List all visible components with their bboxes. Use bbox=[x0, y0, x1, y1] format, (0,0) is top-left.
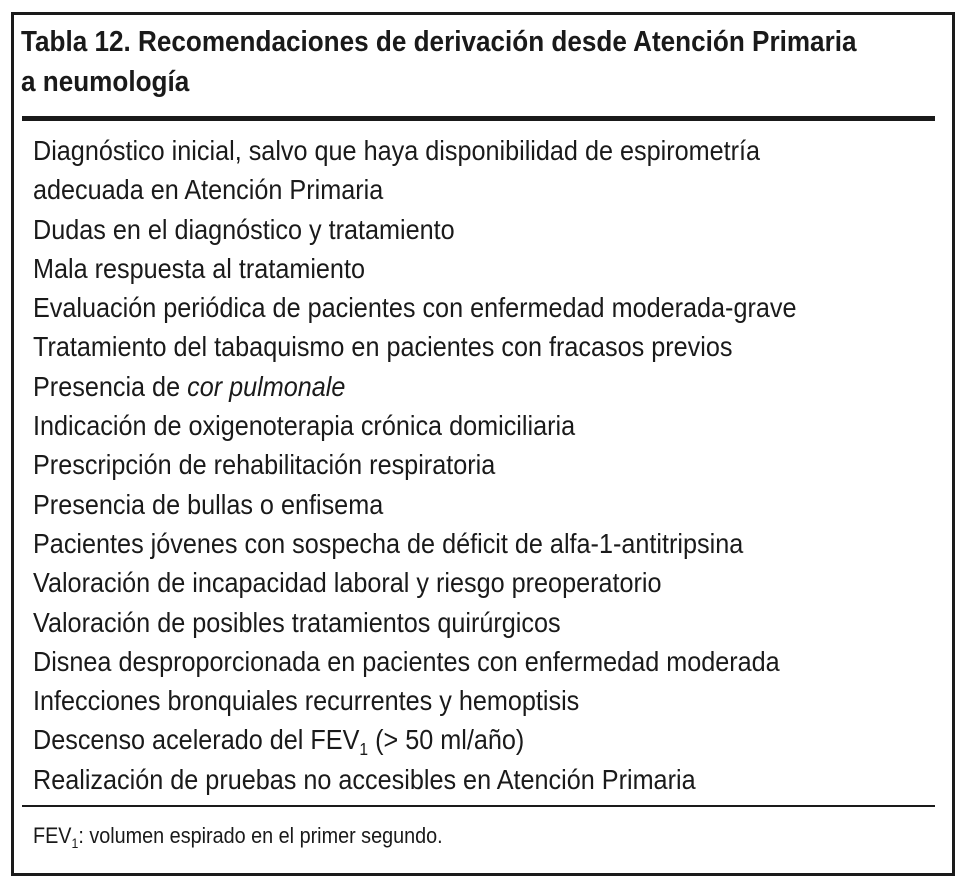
list-item-text: Infecciones bronquiales recurrentes y hemoptisis bbox=[33, 685, 580, 717]
list-item bbox=[33, 720, 843, 759]
list-item-text: Tratamiento del tabaquismo en pacientes con fracasos previos bbox=[33, 331, 733, 363]
list-item bbox=[33, 681, 843, 720]
recommendation-list bbox=[33, 131, 933, 799]
table-title-line1: Tabla 12. Recomendaciones de derivación desde Atención Primaria bbox=[21, 26, 857, 58]
footnote-subscript: 1 bbox=[71, 835, 79, 851]
footnote-text: : volumen espirado en el primer segundo. bbox=[78, 823, 443, 848]
list-item bbox=[33, 760, 843, 799]
list-item bbox=[33, 445, 843, 484]
list-item bbox=[33, 485, 843, 524]
list-item bbox=[33, 249, 843, 288]
list-item bbox=[33, 210, 843, 249]
list-item-text: Prescripción de rehabilitación respiratoria bbox=[33, 449, 496, 481]
list-item-text: Presencia de bbox=[33, 370, 188, 402]
list-item bbox=[33, 603, 843, 642]
list-item bbox=[33, 524, 843, 563]
list-item-subscript: 1 bbox=[359, 739, 369, 760]
list-item-text: Diagnóstico inicial, salvo que haya disponibilidad de espirometría bbox=[33, 135, 761, 166]
list-item-suffix: (> 50 ml/año) bbox=[368, 724, 525, 756]
list-item-text: Disnea desproporcionada en pacientes con enfermedad moderada bbox=[33, 645, 780, 677]
list-item bbox=[33, 288, 843, 327]
list-item bbox=[33, 327, 843, 366]
table-title-line2: a neumología bbox=[21, 66, 190, 98]
list-item bbox=[33, 642, 843, 681]
footer-rule bbox=[22, 805, 935, 807]
list-item-text: Valoración de incapacidad laboral y riesgo preoperatorio bbox=[33, 567, 662, 599]
list-item bbox=[33, 131, 843, 170]
table-footnote bbox=[33, 816, 843, 856]
list-item-text: Indicación de oxigenoterapia crónica domiciliaria bbox=[33, 410, 576, 442]
list-item-text: Evaluación periódica de pacientes con enfermedad moderada-grave bbox=[33, 292, 797, 324]
table-title bbox=[21, 22, 857, 102]
list-item-text: Mala respuesta al tratamiento bbox=[33, 252, 365, 284]
footnote-prefix: FEV bbox=[33, 823, 72, 848]
list-item-text: Dudas en el diagnóstico y tratamiento bbox=[33, 213, 455, 245]
header-rule bbox=[22, 116, 935, 121]
list-item-text: Descenso acelerado del FEV bbox=[33, 724, 360, 756]
list-item bbox=[33, 406, 843, 445]
list-item-text: Pacientes jóvenes con sospecha de déficit de alfa-1-antitripsina bbox=[33, 527, 744, 559]
list-item-italic: cor pulmonale bbox=[187, 370, 346, 402]
list-item bbox=[33, 563, 843, 602]
list-item-text: adecuada en Atención Primaria bbox=[33, 174, 384, 206]
list-item-text: Realización de pruebas no accesibles en Atención Primaria bbox=[33, 763, 696, 795]
list-item-text: Valoración de posibles tratamientos quirúrgicos bbox=[33, 606, 561, 638]
list-item-text: Presencia de bullas o enfisema bbox=[33, 488, 384, 520]
list-item bbox=[33, 170, 843, 209]
list-item bbox=[33, 367, 843, 406]
